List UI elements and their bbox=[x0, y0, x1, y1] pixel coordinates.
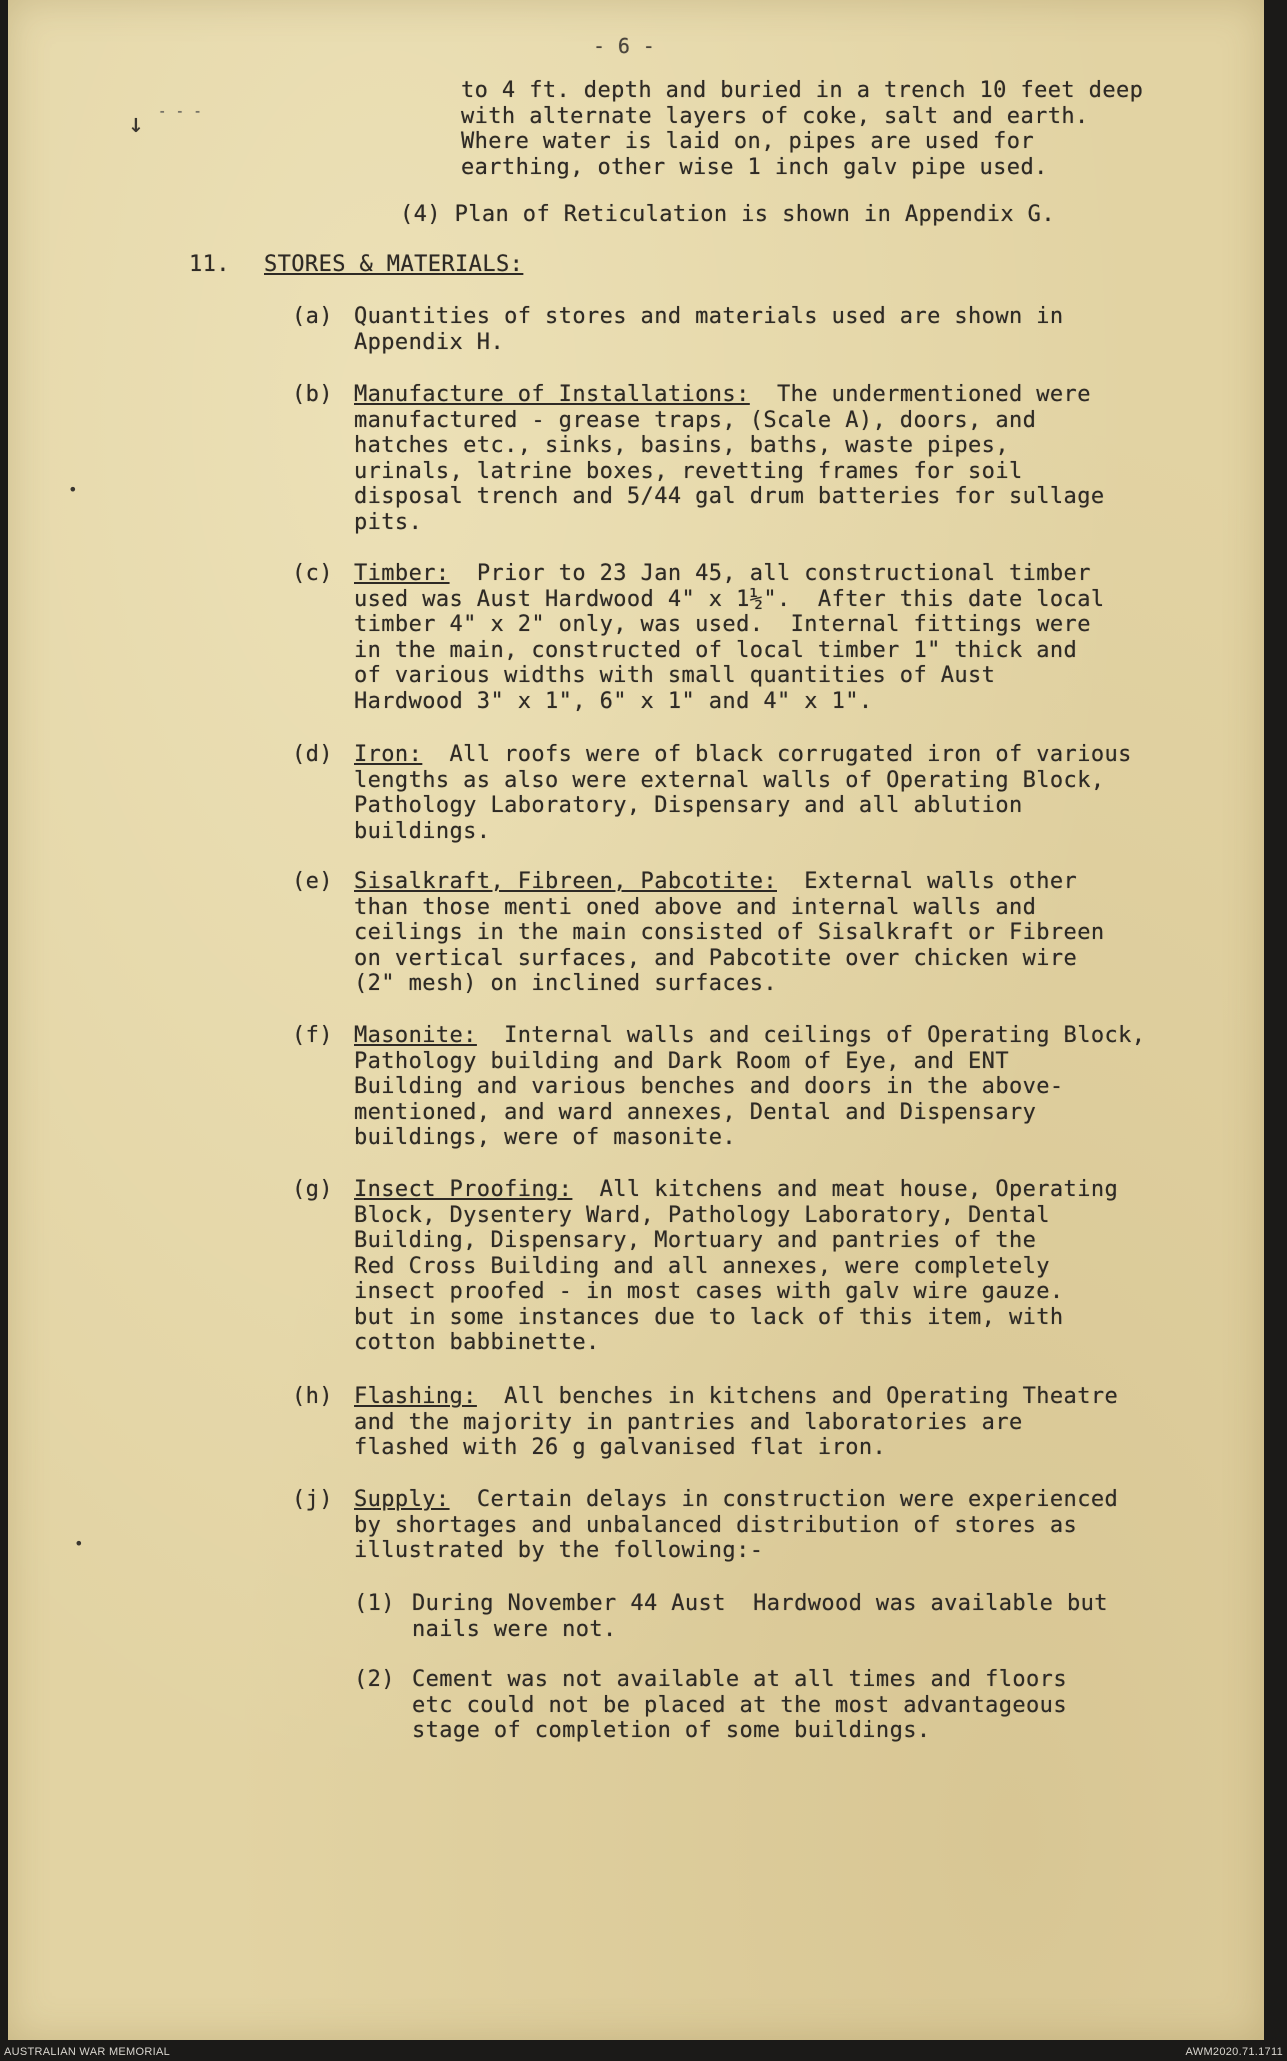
item-j-line-1: Certain delays in construction were experienced bbox=[449, 1487, 1119, 1512]
section-title: STORES & MATERIALS: bbox=[264, 252, 524, 277]
item-f-label: (f) bbox=[292, 1023, 333, 1048]
continuation-line-1: to 4 ft. depth and buried in a trench 10 feet deep bbox=[461, 78, 1144, 103]
item-b-heading: Manufacture of Installations: bbox=[354, 382, 750, 407]
item-e-line-4: on vertical surfaces, and Pabcotite over chicken wire bbox=[354, 945, 1078, 971]
item-h-line-2: and the majority in pantries and laboratories are bbox=[354, 1409, 1023, 1435]
item-b-label: (b) bbox=[292, 382, 333, 407]
punch-mark-lower: • bbox=[74, 1534, 84, 1553]
item-g-heading-line bbox=[354, 1177, 1118, 1203]
item-j-heading-line bbox=[354, 1487, 1118, 1513]
item-a-line-1: Quantities of stores and materials used are shown in bbox=[354, 304, 1064, 329]
plan-of-reticulation-item: (4) Plan of Reticulation is shown in Appendix G. bbox=[400, 202, 1055, 227]
item-c-line-3: timber 4" x 2" only, was used. Internal fittings were bbox=[354, 612, 1091, 637]
item-b-line-6: pits. bbox=[354, 509, 423, 535]
item-j-line-2: by shortages and unbalanced distribution of stores as bbox=[354, 1512, 1078, 1538]
continuation-line-3: Where water is laid on, pipes are used for bbox=[461, 129, 1035, 154]
page-number: - 6 - bbox=[593, 34, 656, 58]
item-f-line-1: Internal walls and ceilings of Operating Block, bbox=[476, 1023, 1146, 1048]
continuation-line-4: earthing, other wise 1 inch galv pipe used. bbox=[461, 154, 1048, 180]
continuation-line-2: with alternate layers of coke, salt and earth. bbox=[461, 103, 1089, 129]
item-d-line-3: Pathology Laboratory, Dispensary and all ablution bbox=[354, 793, 1023, 818]
item-d-line-4: buildings. bbox=[354, 818, 491, 844]
subitem-2-line-1: Cement was not available at all times and floors bbox=[412, 1667, 1067, 1692]
item-d-label: (d) bbox=[292, 742, 333, 767]
section-number: 11. bbox=[189, 252, 230, 277]
item-g-line-7: cotton babbinette. bbox=[354, 1330, 600, 1355]
document-page bbox=[8, 0, 1264, 2040]
item-g-line-3: Building, Dispensary, Mortuary and pantries of the bbox=[354, 1228, 1037, 1253]
item-e-label: (e) bbox=[292, 869, 333, 894]
item-f-line-3: Building and various benches and doors in the above- bbox=[354, 1074, 1064, 1099]
item-e-line-2: than those menti oned above and internal walls and bbox=[354, 894, 1037, 920]
subitem-1-label: (1) bbox=[354, 1591, 395, 1616]
subitem-2-line-3: stage of completion of some buildings. bbox=[412, 1718, 931, 1743]
item-b-line-3: hatches etc., sinks, basins, baths, waste pipes, bbox=[354, 433, 1009, 458]
subitem-1-line-2: nails were not. bbox=[412, 1616, 617, 1642]
item-d-line-2: lengths as also were external walls of Operating Block, bbox=[354, 767, 1105, 793]
item-b-line-2: manufactured - grease traps, (Scale A), doors, and bbox=[354, 407, 1037, 433]
item-a-line-2: Appendix H. bbox=[354, 329, 505, 355]
margin-dash-mark: - - - bbox=[158, 104, 203, 120]
item-g-line-1: All kitchens and meat house, Operating bbox=[572, 1177, 1119, 1202]
item-j-label: (j) bbox=[292, 1487, 333, 1512]
item-c-heading-line bbox=[354, 561, 1091, 587]
item-f-heading: Masonite: bbox=[354, 1023, 477, 1048]
item-g-line-5: insect proofed - in most cases with galv wire gauze. bbox=[354, 1279, 1064, 1304]
footer-reference: AWM2020.71.1711 bbox=[1185, 2046, 1283, 2058]
item-g-label: (g) bbox=[292, 1177, 333, 1202]
subitem-2-line-2: etc could not be placed at the most advantageous bbox=[412, 1692, 1067, 1718]
item-f-line-5: buildings, were of masonite. bbox=[354, 1125, 737, 1150]
item-h-heading-line bbox=[354, 1384, 1118, 1410]
item-f-line-2: Pathology building and Dark Room of Eye, and ENT bbox=[354, 1048, 1009, 1074]
item-h-line-3: flashed with 26 g galvanised flat iron. bbox=[354, 1435, 887, 1460]
item-c-line-1: Prior to 23 Jan 45, all constructional timber bbox=[449, 561, 1091, 586]
item-d-heading: Iron: bbox=[354, 742, 423, 767]
subitem-1-line-1: During November 44 Aust Hardwood was available but bbox=[412, 1591, 1108, 1616]
item-b-line-5: disposal trench and 5/44 gal drum batteries for sullage bbox=[354, 484, 1105, 509]
item-j-line-3: illustrated by the following:- bbox=[354, 1538, 764, 1563]
item-c-line-2: used was Aust Hardwood 4" x 1½". After this date local bbox=[354, 586, 1105, 612]
item-d-line-1: All roofs were of black corrugated iron of various bbox=[422, 742, 1132, 767]
item-h-heading: Flashing: bbox=[354, 1384, 477, 1409]
item-g-line-6: but in some instances due to lack of this item, with bbox=[354, 1304, 1064, 1330]
item-c-line-5: of various widths with small quantities of Aust bbox=[354, 663, 996, 688]
item-e-line-5: (2" mesh) on inclined surfaces. bbox=[354, 971, 777, 996]
item-g-line-2: Block, Dysentery Ward, Pathology Laboratory, Dental bbox=[354, 1202, 1050, 1228]
item-c-heading: Timber: bbox=[354, 561, 450, 586]
item-c-label: (c) bbox=[292, 561, 333, 586]
item-j-heading: Supply: bbox=[354, 1487, 450, 1512]
item-e-line-3: ceilings in the main consisted of Sisalkraft or Fibreen bbox=[354, 920, 1105, 945]
item-e-line-1: External walls other bbox=[777, 869, 1078, 894]
item-b-line-1: The undermentioned were bbox=[749, 382, 1091, 407]
item-a-label: (a) bbox=[292, 304, 333, 329]
margin-arrow-mark: ↓ bbox=[128, 109, 145, 139]
item-c-line-4: in the main, constructed of local timber 1" thick and bbox=[354, 637, 1078, 663]
item-c-line-6: Hardwood 3" x 1", 6" x 1" and 4" x 1". bbox=[354, 688, 873, 714]
item-e-heading-line bbox=[354, 869, 1077, 895]
subitem-2-label: (2) bbox=[354, 1667, 395, 1692]
item-h-label: (h) bbox=[292, 1384, 333, 1409]
item-d-heading-line bbox=[354, 742, 1132, 768]
item-h-line-1: All benches in kitchens and Operating Theatre bbox=[476, 1384, 1119, 1409]
item-f-line-4: mentioned, and ward annexes, Dental and Dispensary bbox=[354, 1099, 1037, 1125]
item-b-line-4: urinals, latrine boxes, revetting frames for soil bbox=[354, 458, 1023, 484]
item-f-heading-line bbox=[354, 1023, 1145, 1049]
item-e-heading: Sisalkraft, Fibreen, Pabcotite: bbox=[354, 869, 777, 894]
footer-institution: AUSTRALIAN WAR MEMORIAL bbox=[4, 2046, 171, 2058]
punch-mark-upper: • bbox=[68, 480, 78, 499]
item-b-heading-line bbox=[354, 382, 1091, 408]
item-g-line-4: Red Cross Building and all annexes, were completely bbox=[354, 1253, 1050, 1279]
item-g-heading: Insect Proofing: bbox=[354, 1177, 573, 1202]
